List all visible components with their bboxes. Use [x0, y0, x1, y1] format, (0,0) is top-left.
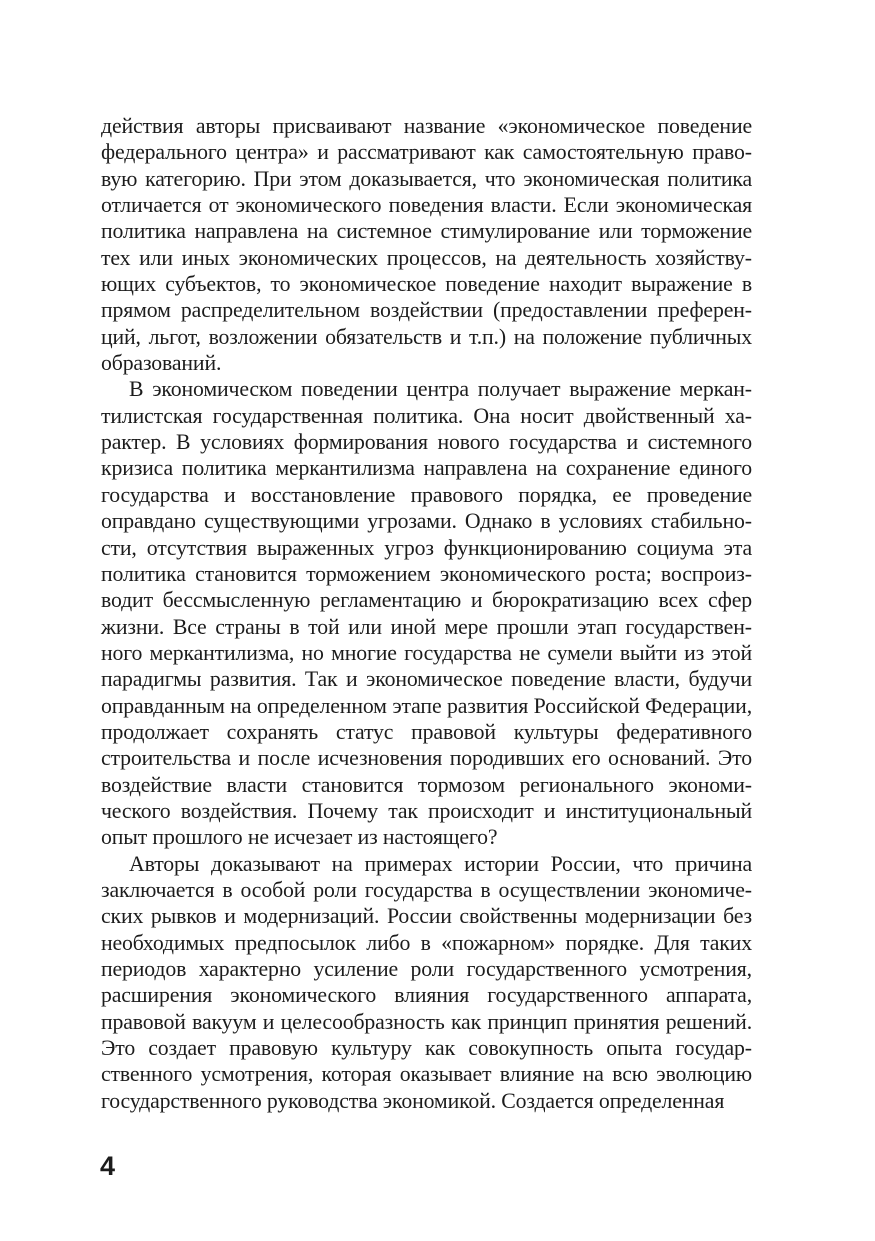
- paragraph-3: Авторы доказывают на примерах истории России, что причина заключается в особой роли государства в осуществлении экономических рывков и модернизаций. России свойственны модернизации без необходимых предпосылок либо в «пожарном» порядке. Для таких периодов характерно усиление роли государственного усмотрения, расширения экономического влияния государственного аппарата, правовой вакуум и целесообразность как принцип принятия решений. Это создает правовую культуру как совокупность опыта государственного усмотрения, которая оказывает влияние на всю эволюцию государственного руководства экономикой. Создается определенная: [101, 851, 752, 1113]
- body-text: [101, 113, 752, 1114]
- paragraph-2: В экономическом поведении центра получает выражение меркантилистская государственная политика. Она носит двойственный характер. В условиях формирования нового государства и системного кризиса политика меркантилизма направлена на сохранение единого государства и восстановление правового порядка, ее проведение оправдано существующими угрозами. Однако в условиях стабильности, отсутствия выраженных угроз функционированию социума эта политика становится торможением экономического роста; воспроизводит бессмысленную регламентацию и бюрократизацию всех сфер жизни. Все страны в той или иной мере прошли этап государственного меркантилизма, но многие государства не сумели выйти из этой парадигмы развития. Так и экономическое поведение власти, будучи оправданным на определенном этапе развития Российской Федерации, продолжает сохранять статус правовой культуры федеративного строительства и после исчезновения породивших его оснований. Это воздействие власти становится тормозом регионального экономического воздействия. Почему так происходит и институциональный опыт прошлого не исчезает из настоящего?: [101, 377, 752, 850]
- page-number: 4: [100, 1151, 116, 1181]
- paragraph-1: действия авторы присваивают название «экономическое поведение федерального центра» и рассматривают как самостоятельную правовую категорию. При этом доказывается, что экономическая политика отличается от экономического поведения власти. Если экономическая политика направлена на системное стимулирование или торможение тех или иных экономических процессов, на деятельность хозяйствующих субъектов, то экономическое поведение находит выражение в прямом распределительном воздействии (предоставлении преференций, льгот, возложении обязательств и т.п.) на положение публичных образований.: [101, 114, 752, 376]
